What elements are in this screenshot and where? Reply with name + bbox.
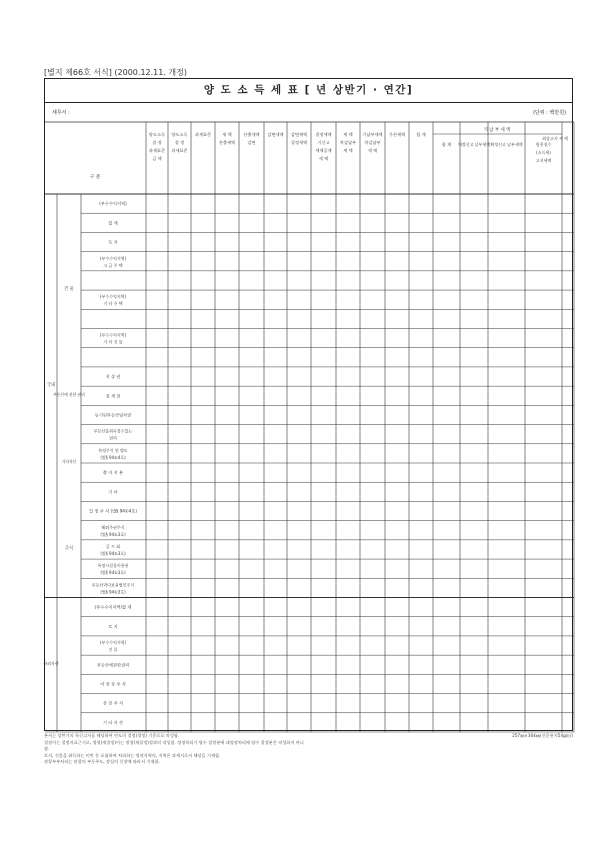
row-label: 특정주식 및 양도	[98, 447, 128, 453]
side-label-other: 기타자산	[61, 459, 77, 464]
header-col-label: 금 액	[152, 156, 162, 161]
row-label: 상 장 주 식	[102, 700, 124, 706]
side-label-rights: 부동산에 관한 권리	[53, 391, 85, 397]
form-number: [별지 제66호 서식] (2000.12.11. 개정)	[44, 68, 188, 77]
paper-size-note: 257㎜×364㎜(신문용지54g/㎡)	[512, 733, 573, 738]
header-col-label: 과세표준	[171, 148, 188, 153]
header-col-label: 차감납부	[364, 140, 381, 145]
row-label: (부수수익지역)합 계	[94, 604, 132, 610]
side-label-domestic: 국내	[46, 383, 56, 389]
note-1: 본서는 상반기의 학신고자를 헤당하여 연도의 결정(경정) 기준으로 작성함.	[44, 733, 180, 738]
row-label: 기 타 주 택	[103, 301, 123, 307]
header-col-label: 과세표준	[194, 132, 212, 137]
header-col-label: 감면세액	[267, 132, 284, 137]
row-label: (부수수익지역)	[99, 332, 127, 338]
row-label: 토 지	[108, 623, 118, 629]
header-col-label: 세 액	[222, 132, 232, 137]
header-col-label: 합 계	[416, 132, 426, 137]
row-label: 비 상 장 주 식	[100, 681, 126, 687]
row-label: (부수수익지역)	[99, 294, 127, 300]
note-3: 함.	[44, 746, 50, 752]
header-sub-label: 확정신고 납부세액	[490, 142, 523, 147]
header-sub-label: 원천징수	[535, 142, 552, 147]
header-col-label: 기신고	[317, 140, 330, 145]
header-col-label: 감면	[247, 140, 256, 145]
form-title: 양 도 소 득 세 표 [ 년 상반기 · 연간]	[45, 79, 572, 103]
row-label: 등기된부동산임차권	[94, 412, 132, 418]
header-col-label: 세 액	[367, 148, 378, 153]
unit-label: (단위 : 백만원)	[533, 110, 566, 116]
header-col-label: 산출세액	[218, 140, 236, 145]
side-label-foreign: 국외자산	[43, 660, 59, 666]
row-label: 기 타	[108, 489, 118, 495]
header-col-label: 세 액	[343, 132, 353, 137]
row-label: (부수수익지역)	[99, 255, 127, 261]
row-label: 건 물	[108, 647, 118, 653]
header-col-label: 양도소득	[148, 132, 166, 137]
header-col-label: 세 액	[343, 148, 353, 153]
row-label: 부동산과다보유법인주식	[91, 582, 135, 588]
row-label: 골 프 회	[105, 543, 121, 549]
row-label: (법§ 94①3호)	[100, 570, 126, 576]
row-label: (부수수익지역)	[99, 640, 127, 646]
row-label: 지 상 권	[105, 374, 121, 380]
side-label-stocks: 주식	[64, 546, 74, 552]
note-2: 결정이는 결정자료근거로, 정정(재결정)이는 정정(재결정)결과의 작성함. 정정처리가 양수 결정분에 대정장처리에 양수 결정분은 작성하지 아니	[44, 739, 304, 745]
side-label-building: 건 물	[64, 287, 74, 293]
header-col-label: 기납부세액	[362, 132, 383, 137]
tax-form	[44, 78, 573, 731]
header-last-col: 최종고지 세 액	[542, 136, 568, 141]
row-label: 해외주권주식	[101, 524, 125, 530]
row-label: 특정시설물이용권	[97, 563, 129, 569]
row-label: 출 자 지 분	[102, 470, 124, 476]
header-col-label: 세액공제	[315, 148, 332, 153]
office-label: 세무서 :	[52, 110, 70, 116]
header-col-label: 세 액	[318, 156, 329, 161]
row-label: 권리	[109, 435, 117, 441]
header-col-label: 결정세액	[315, 132, 332, 137]
row-label: 토 지	[108, 239, 118, 245]
row-label: 기 타 건 물	[103, 339, 123, 345]
header-col-label: 가산세액	[388, 132, 406, 137]
row-label: (법§ 94①3호)	[100, 550, 126, 556]
header-group-label: 기 납 부 세 액	[483, 128, 511, 133]
header-col-label: 양도소득	[171, 132, 188, 137]
header-col-label: 과세표준	[148, 148, 166, 153]
header-sub-label: 고지세액	[535, 158, 552, 163]
row-label: 부동산에관한권리	[96, 662, 130, 668]
row-label: 전 세 권	[105, 393, 121, 399]
row-label: 부동산을취득할수있는	[93, 428, 133, 434]
note-5: 관할부부처리는 관할의 부동주도, 장실의 신장에 따라서 기재함.	[44, 759, 160, 765]
header-col-label: 결 정	[152, 140, 162, 145]
header-col-label: 산출세액	[243, 132, 260, 137]
row-label: 고 급 주 택	[103, 262, 123, 268]
footnotes	[44, 733, 573, 766]
tax-table	[45, 122, 574, 732]
note-4: 토지, 건물을 취득하는 이란 등 포함하여 처리하는 정착지역의, 지역은 과세지로서 해당을 기재함.	[44, 752, 221, 758]
row-label: (부수수익지역)	[99, 201, 127, 207]
header-gubun: 구 분	[89, 175, 101, 180]
header-col-label: 결정세액	[290, 140, 308, 145]
row-label: (법§ 94①3호)	[100, 531, 126, 537]
header-sub-label: (소득세)	[536, 150, 551, 155]
header-col-label: 감면세액	[290, 132, 308, 137]
row-label: 일 정 주 식 (법§ 94①4호)	[88, 508, 138, 514]
header-col-label: 결 정	[174, 140, 185, 145]
row-label: (법§ 94①3호)	[100, 589, 126, 595]
header-sub-label: 예정신고 납부세액	[457, 142, 491, 147]
row-label: 합 계	[108, 220, 118, 226]
row-label: (법§ 94①4호)	[100, 454, 126, 460]
row-label: 기 타 자 산	[102, 719, 124, 725]
header-sub-label: 합 계	[441, 142, 452, 147]
header-col-label: 차감납부	[339, 140, 357, 145]
